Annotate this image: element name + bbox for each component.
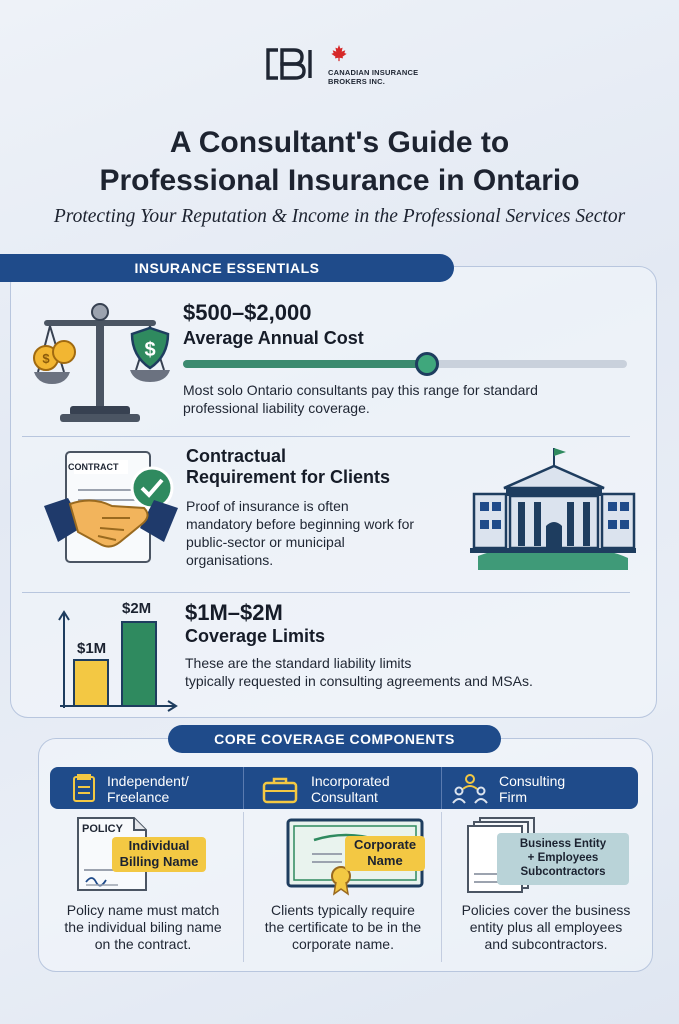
document-stack-icon: [72, 773, 96, 803]
tab-firm-line2: Firm: [499, 789, 527, 805]
page-subtitle: Protecting Your Reputation & Income in the Professional Services Sector: [53, 206, 626, 227]
contract-paper-label: CONTRACT: [68, 462, 119, 472]
tab-independent: [107, 773, 189, 815]
section-divider: [22, 436, 630, 437]
tab-firm-line1: Consulting: [499, 773, 566, 789]
contract-desc-line2: mandatory before beginning work for: [186, 516, 415, 532]
desc-line3: on the contract.: [94, 936, 192, 952]
balance-scale-icon: [30, 292, 175, 427]
cost-range-fill: [183, 360, 427, 368]
cost-desc-line2: professional liability coverage.: [183, 400, 370, 416]
contract-heading: [186, 446, 390, 488]
incorporated-description: [248, 902, 438, 953]
highlight-line2: Name: [367, 853, 403, 868]
limits-label: Coverage Limits: [185, 626, 326, 646]
column-separator: [243, 812, 244, 962]
limits-value: $1M–$2M: [185, 600, 283, 625]
svg-text:$: $: [144, 339, 156, 361]
limits-desc-line1: These are the standard liability limits: [185, 655, 412, 671]
highlight-line1: Corporate: [353, 837, 417, 852]
page-title: [0, 124, 679, 200]
cost-label: Average Annual Cost: [183, 328, 364, 348]
firm-coverage-highlight: [497, 833, 629, 885]
maple-leaf-icon: [330, 44, 348, 62]
highlight-line1: Business Entity: [519, 838, 607, 850]
desc-line1: Policy name must match: [66, 902, 220, 918]
cost-range-knob: [415, 352, 439, 376]
briefcase-icon: [262, 776, 298, 804]
desc-line3: and subcontractors.: [484, 936, 608, 952]
cost-description: [183, 381, 538, 417]
tab-independent-line2: Freelance: [107, 789, 170, 805]
desc-line1: Clients typically require: [271, 902, 415, 918]
cost-value: $500–$2,000: [183, 300, 312, 325]
contract-heading-line1: Contractual: [186, 446, 287, 466]
desc-line1: Policies cover the business: [461, 902, 631, 918]
cost-desc-line1: Most solo Ontario consultants pay this range for standard: [183, 382, 538, 398]
highlight-line3: Subcontractors: [520, 866, 606, 878]
bar-2m-label: $2M: [122, 600, 152, 617]
independent-description: [46, 902, 240, 953]
individual-name-highlight: [112, 837, 206, 872]
brand-name: [328, 68, 418, 86]
svg-text:$: $: [42, 351, 50, 366]
contract-heading-line2: Requirement for Clients: [186, 467, 391, 487]
contract-desc-line3: public-sector or municipal: [186, 534, 345, 550]
desc-line3: corporate name.: [292, 936, 394, 952]
tab-incorporated-line1: Incorporated: [311, 773, 390, 789]
essentials-banner: INSURANCE ESSENTIALS: [0, 254, 454, 282]
limits-desc-line2: typically requested in consulting agreements and MSAs.: [185, 673, 533, 689]
contract-desc-line4: organisations.: [186, 552, 274, 568]
section-divider: [22, 592, 630, 593]
highlight-line1: Individual: [128, 838, 190, 853]
tab-separator: [243, 767, 244, 809]
government-building-icon: [468, 444, 636, 574]
tab-separator: [441, 767, 442, 809]
title-line2: Professional Insurance in Ontario: [99, 164, 580, 197]
tab-consulting-firm: [499, 773, 565, 815]
desc-line2: entity plus all employees: [469, 919, 623, 935]
desc-line2: the certificate to be in the: [264, 919, 422, 935]
title-line1: A Consultant's Guide to: [169, 126, 510, 159]
team-icon: [452, 773, 488, 805]
cbi-logo-icon: [264, 44, 324, 84]
contract-description: [186, 497, 414, 569]
highlight-line2: + Employees: [527, 852, 599, 864]
coverage-bars-icon: [50, 604, 178, 716]
coverage-banner: CORE COVERAGE COMPONENTS: [168, 725, 501, 753]
brand-name-line2: BROKERS INC.: [328, 77, 385, 86]
firm-description: [446, 902, 646, 953]
tab-incorporated-line2: Consultant: [311, 789, 378, 805]
tab-independent-line1: Independent/: [107, 773, 189, 789]
column-separator: [441, 812, 442, 962]
desc-line2: the individual biling name: [64, 919, 222, 935]
contract-desc-line1: Proof of insurance is often: [186, 498, 349, 514]
highlight-line2: Billing Name: [119, 854, 199, 869]
limits-description: [185, 654, 533, 690]
brand-name-line1: CANADIAN INSURANCE: [328, 68, 419, 77]
tab-incorporated: [311, 773, 390, 815]
corporate-name-highlight: [345, 836, 425, 871]
bar-1m-label: $1M: [77, 640, 107, 657]
policy-label: POLICY: [82, 823, 123, 835]
